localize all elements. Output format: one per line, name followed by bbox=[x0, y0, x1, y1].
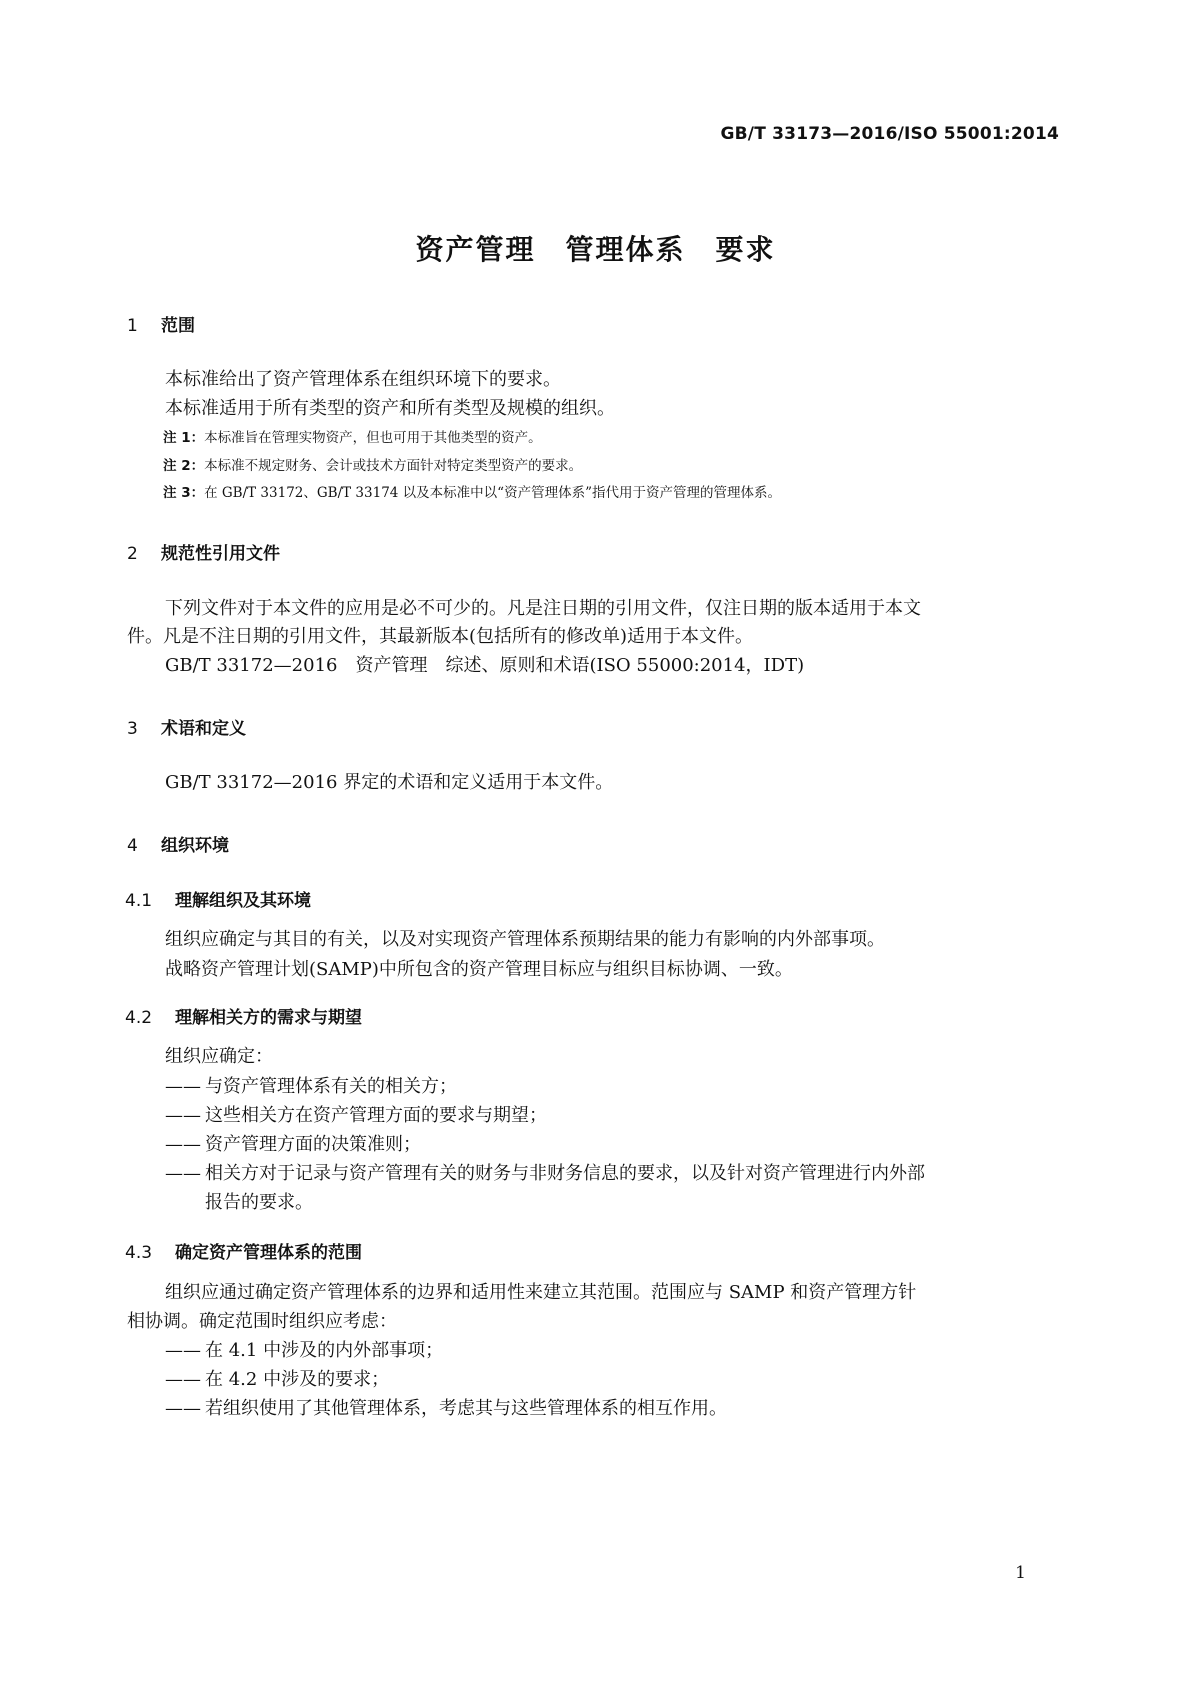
subsection-4-1-heading bbox=[125, 886, 311, 911]
note-label: 注 3： bbox=[163, 485, 205, 501]
dash-marker: —— bbox=[165, 1163, 201, 1184]
subsection-number: 4.1 bbox=[125, 891, 153, 911]
list-item bbox=[165, 1104, 547, 1128]
paragraph: 下列文件对于本文件的应用是必不可少的。凡是注日期的引用文件，仅注日期的版本适用于本文 bbox=[165, 598, 921, 619]
standard-code: GB/T 33173—2016/ISO 55001:2014 bbox=[720, 124, 1059, 144]
list-item-continuation: 报告的要求。 bbox=[205, 1192, 313, 1213]
list-item-text: 资产管理方面的决策准则； bbox=[205, 1134, 421, 1155]
paragraph-continuation: 件。凡是不注日期的引用文件，其最新版本(包括所有的修改单)适用于本文件。 bbox=[127, 626, 754, 647]
section-number: 4 bbox=[127, 836, 138, 856]
list-item bbox=[165, 1368, 389, 1392]
list-item bbox=[165, 1397, 727, 1421]
list-item-text: 在 4.2 中涉及的要求； bbox=[205, 1369, 390, 1390]
subsection-4-3-heading bbox=[125, 1238, 362, 1263]
subsection-title: 确定资产管理体系的范围 bbox=[175, 1243, 362, 1263]
note bbox=[163, 456, 582, 476]
section-title: 术语和定义 bbox=[161, 719, 246, 739]
list-item bbox=[165, 1339, 443, 1363]
dash-marker: —— bbox=[165, 1369, 201, 1390]
list-item bbox=[165, 1075, 457, 1099]
list-item-text: 相关方对于记录与资产管理有关的财务与非财务信息的要求，以及针对资产管理进行内外部 bbox=[205, 1163, 925, 1184]
normative-reference: GB/T 33172—2016 资产管理 综述、原则和术语(ISO 55000:2014，IDT) bbox=[165, 655, 805, 676]
note bbox=[163, 483, 781, 503]
list-item-text: 在 4.1 中涉及的内外部事项； bbox=[205, 1340, 444, 1361]
dash-marker: —— bbox=[165, 1340, 201, 1361]
note-label: 注 2： bbox=[163, 458, 205, 474]
section-title: 组织环境 bbox=[161, 836, 229, 856]
section-2-heading bbox=[127, 539, 280, 564]
section-number: 1 bbox=[127, 316, 138, 336]
paragraph: 本标准适用于所有类型的资产和所有类型及规模的组织。 bbox=[165, 398, 615, 419]
dash-marker: —— bbox=[165, 1398, 201, 1419]
subsection-4-2-heading bbox=[125, 1003, 362, 1028]
paragraph-continuation: 相协调。确定范围时组织应考虑： bbox=[127, 1311, 397, 1332]
section-title: 规范性引用文件 bbox=[161, 544, 280, 564]
note-text: 在 GB/T 33172、GB/T 33174 以及本标准中以“资产管理体系”指代用于资产管理的管理体系。 bbox=[204, 485, 781, 501]
section-number: 2 bbox=[127, 544, 138, 564]
section-3-heading bbox=[127, 714, 246, 739]
subsection-number: 4.2 bbox=[125, 1008, 153, 1028]
note-text: 本标准不规定财务、会计或技术方面针对特定类型资产的要求。 bbox=[204, 458, 583, 474]
list-item-text: 与资产管理体系有关的相关方； bbox=[205, 1076, 457, 1097]
list-item bbox=[165, 1133, 421, 1157]
subsection-title: 理解组织及其环境 bbox=[175, 891, 311, 911]
paragraph: 本标准给出了资产管理体系在组织环境下的要求。 bbox=[165, 369, 561, 390]
paragraph: 组织应确定： bbox=[165, 1046, 273, 1067]
subsection-number: 4.3 bbox=[125, 1243, 153, 1263]
section-number: 3 bbox=[127, 719, 138, 739]
list-item bbox=[165, 1162, 925, 1186]
dash-marker: —— bbox=[165, 1076, 201, 1097]
paragraph: 战略资产管理计划(SAMP)中所包含的资产管理目标应与组织目标协调、一致。 bbox=[165, 959, 793, 980]
list-item-text: 若组织使用了其他管理体系，考虑其与这些管理体系的相互作用。 bbox=[205, 1398, 727, 1419]
paragraph: 组织应确定与其目的有关，以及对实现资产管理体系预期结果的能力有影响的内外部事项。 bbox=[165, 929, 885, 950]
note-text: 本标准旨在管理实物资产，但也可用于其他类型的资产。 bbox=[204, 430, 542, 446]
section-4-heading bbox=[127, 831, 229, 856]
dash-marker: —— bbox=[165, 1134, 201, 1155]
paragraph: GB/T 33172—2016 界定的术语和定义适用于本文件。 bbox=[165, 772, 614, 793]
note-label: 注 1： bbox=[163, 430, 205, 446]
document-title: 资产管理 管理体系 要求 bbox=[415, 233, 776, 266]
note bbox=[163, 428, 542, 448]
subsection-title: 理解相关方的需求与期望 bbox=[175, 1008, 362, 1028]
list-item-text: 这些相关方在资产管理方面的要求与期望； bbox=[205, 1105, 547, 1126]
paragraph: 组织应通过确定资产管理体系的边界和适用性来建立其范围。范围应与 SAMP 和资产管理方针 bbox=[165, 1282, 917, 1303]
section-1-heading bbox=[127, 311, 195, 336]
section-title: 范围 bbox=[161, 316, 195, 336]
page-number: 1 bbox=[1015, 1563, 1026, 1583]
dash-marker: —— bbox=[165, 1105, 201, 1126]
